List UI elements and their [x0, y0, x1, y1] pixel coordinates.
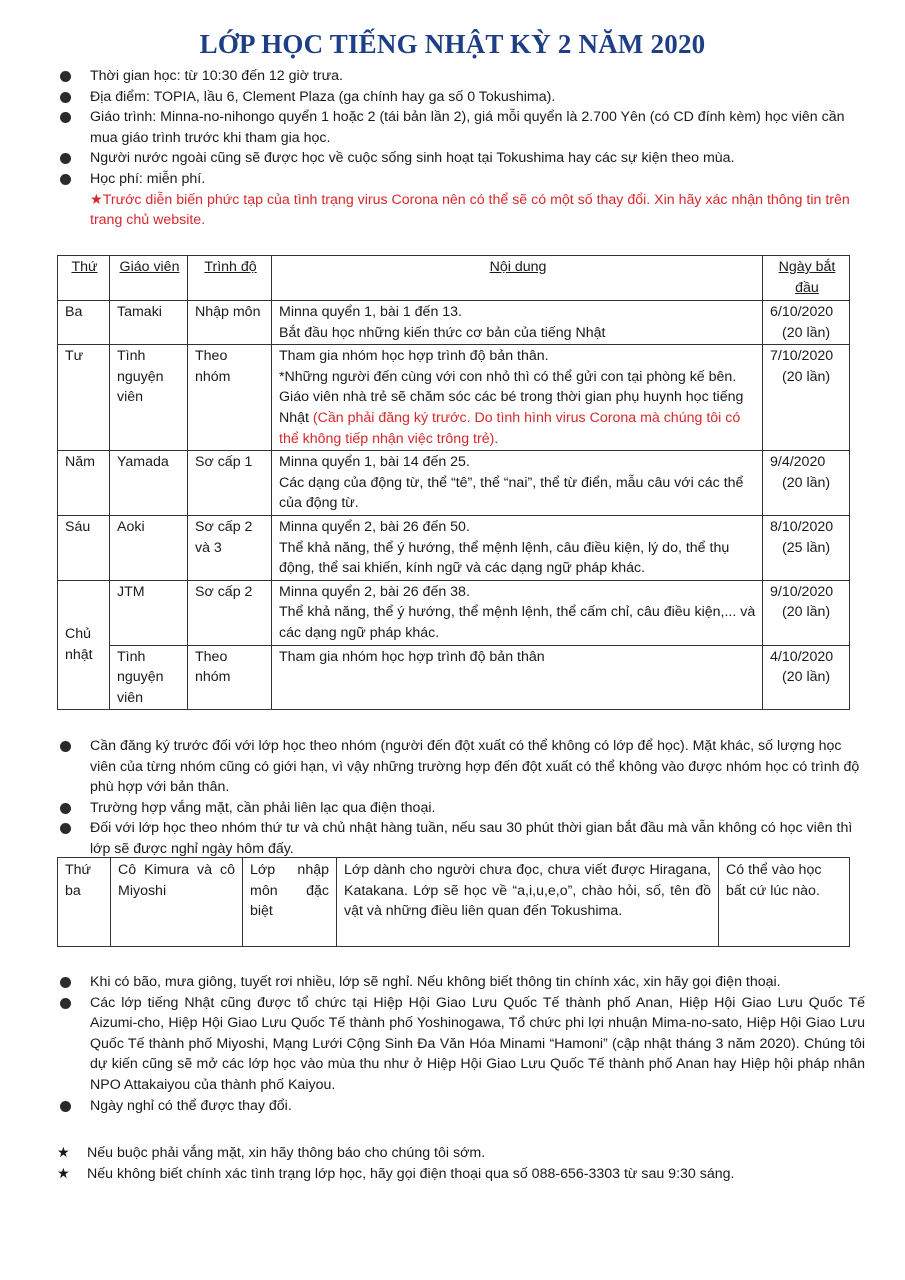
cell-join: Có thể vào học bất cứ lúc nào.	[719, 858, 850, 947]
childcare-warning: (Cần phải đăng ký trước. Do tình hình virus Corona mà chúng tôi có thể không tiếp nhận việc trông trẻ).	[279, 409, 741, 447]
cell-content: Minna quyển 2, bài 26 đến 50. Thể khả năng, thể ý hướng, thể mệnh lệnh, câu điều kiện, lý do, thể thụ động, thể sai khiến, kính ngữ và các dạng ngữ pháp khác.	[272, 515, 763, 580]
cell-start-date: 6/10/2020 (20 lần)	[763, 301, 850, 345]
cell-teacher: Yamada	[110, 451, 188, 516]
list-item-location: Địa điểm: TOPIA, lầu 6, Clement Plaza (ga chính hay ga số 0 Tokushima).	[60, 87, 865, 108]
cell-start-date: 7/10/2020 (20 lần)	[763, 345, 850, 451]
cell-teacher: Aoki	[110, 515, 188, 580]
cell-content: Minna quyển 1, bài 14 đến 25. Các dạng của động từ, thể “tê”, thể “nai”, thể từ điển, mẫu câu với các thể của động từ.	[272, 451, 763, 516]
header-start-date: Ngày bắt đầu	[763, 256, 850, 301]
list-item-registration: Cần đăng ký trước đối với lớp học theo nhóm (người đến đột xuất có thể không có lớp để học). Mặt khác, số lượng học viên của từng nhóm cũng có giới hạn, vì vậy những trường hợp đến đột xuất có thể không vào được nhóm học có trình độ phù hợp với bản thân.	[60, 736, 865, 798]
intro-list	[60, 66, 865, 231]
cell-start-date: 9/10/2020 (20 lần)	[763, 580, 850, 645]
star-notes	[57, 1143, 865, 1184]
list-item-weather: Khi có bão, mưa giông, tuyết rơi nhiều, lớp sẽ nghỉ. Nếu không biết thông tin chính xác, xin hãy gọi điện thoại.	[60, 972, 865, 993]
cell-day: Thứ ba	[58, 858, 111, 947]
table-row	[58, 515, 850, 580]
table-header-row	[58, 256, 850, 301]
star-icon: ★	[57, 1165, 70, 1182]
star-icon: ★	[57, 1145, 70, 1161]
cell-level: Nhập môn	[188, 301, 272, 345]
cell-level: Theo nhóm	[188, 645, 272, 710]
cell-start-date: 4/10/2020 (20 lần)	[763, 645, 850, 710]
cell-content: Lớp dành cho người chưa đọc, chưa viết được Hiragana, Katakana. Lớp sẽ học về “a,i,u,e,o”, chào hỏi, số, tên đồ vật và những điều liên quan đến Tokushima.	[337, 858, 719, 947]
cell-teacher: Tình nguyện viên	[110, 645, 188, 710]
schedule-table	[57, 255, 850, 710]
header-day: Thứ	[58, 256, 110, 301]
cell-level: Sơ cấp 1	[188, 451, 272, 516]
cell-day: Năm	[58, 451, 110, 516]
cell-teacher: JTM	[110, 580, 188, 645]
table-row	[58, 645, 850, 710]
header-content: Nội dung	[272, 256, 763, 301]
page-title: LỚP HỌC TIẾNG NHẬT KỲ 2 NĂM 2020	[199, 29, 706, 59]
list-item-holidays: Ngày nghỉ có thể được thay đổi.	[60, 1096, 865, 1117]
list-item-absence: Trường hợp vắng mặt, cần phải liên lạc qua điện thoại.	[60, 798, 865, 819]
cell-level: Sơ cấp 2	[188, 580, 272, 645]
table-row	[58, 345, 850, 451]
special-class-table	[57, 857, 850, 947]
cell-day: Tư	[58, 345, 110, 451]
corona-note	[60, 190, 865, 231]
star-icon: ★	[90, 191, 103, 208]
star-note: ★ Nếu buộc phải vắng mặt, xin hãy thông báo cho chúng tôi sớm.	[57, 1143, 865, 1164]
cell-level: Sơ cấp 2 và 3	[188, 515, 272, 580]
star-note: ★ Nếu không biết chính xác tình trạng lớp học, hãy gọi điện thoại qua số 088-656-3303 từ sau 9:30 sáng.	[57, 1164, 865, 1185]
cell-teacher: Tamaki	[110, 301, 188, 345]
list-item-life-topics: Người nước ngoài cũng sẽ được học về cuộc sống sinh hoạt tại Tokushima hay các sự kiện theo mùa.	[60, 148, 865, 169]
cell-level: Theo nhóm	[188, 345, 272, 451]
cell-content: Tham gia nhóm học hợp trình độ bản thân	[272, 645, 763, 710]
cell-content: Minna quyển 1, bài 1 đến 13. Bắt đầu học những kiến thức cơ bản của tiếng Nhật	[272, 301, 763, 345]
table-row	[58, 301, 850, 345]
list-item-cancel-rule: Đối với lớp học theo nhóm thứ tư và chủ nhật hàng tuần, nếu sau 30 phút thời gian bắt đầu mà vẫn không có học viên thì lớp sẽ được nghỉ ngày hôm đấy.	[60, 818, 865, 859]
list-item-time: Thời gian học: từ 10:30 đến 12 giờ trưa.	[60, 66, 865, 87]
table-row	[58, 858, 850, 947]
list-item-fee: Học phí: miễn phí.	[60, 169, 865, 190]
header-level: Trình độ	[188, 256, 272, 301]
table-row	[58, 580, 850, 645]
cell-teacher: Cô Kimura và cô Miyoshi	[111, 858, 243, 947]
cell-start-date: 8/10/2020 (25 lần)	[763, 515, 850, 580]
header-teacher: Giáo viên	[110, 256, 188, 301]
notes-mid-list	[60, 736, 865, 860]
table-row	[58, 451, 850, 516]
notes-bottom-list	[60, 972, 865, 1116]
list-item-textbook: Giáo trình: Minna-no-nihongo quyển 1 hoặc 2 (tái bản lần 2), giá mỗi quyển là 2.700 Yên (có CD đính kèm) học viên cần mua giáo trình trước khi tham gia học.	[60, 107, 865, 148]
list-item-other-venues: Các lớp tiếng Nhật cũng được tổ chức tại Hiệp Hội Giao Lưu Quốc Tế thành phố Anan, Hiệp Hội Giao Lưu Quốc Tế Aizumi-cho, Hiệp Hội Giao Lưu Quốc Tế thành phố Yoshinogawa, Tổ chức phi lợi nhuận Mima-no-sato, Hiệp Hội Giao Lưu Quốc Tế thành phố Miyoshi, Mạng Lưới Cộng Sinh Đa Văn Hóa Minami “Hamoni” (cập nhật tháng 3 năm 2020). Chúng tôi dự kiến cũng sẽ mở các lớp học vào mùa thu như ở Hiệp Hội Giao Lưu Quốc Tế thành phố Anan hay Hiệp hội pháp nhân NPO Attakaiyou của thành phố Kaiyou.	[60, 993, 865, 1096]
cell-level: Lớp nhập môn đặc biệt	[243, 858, 337, 947]
cell-day: Ba	[58, 301, 110, 345]
cell-content: Minna quyển 2, bài 26 đến 38. Thể khả năng, thể ý hướng, thể mệnh lệnh, thể cấm chỉ, câu điều kiện,... và các dạng ngữ pháp khác.	[272, 580, 763, 645]
cell-content: Tham gia nhóm học hợp trình độ bản thân. *Những người đến cùng với con nhỏ thì có thể gửi con tại phòng kế bên. Giáo viên nhà trẻ sẽ chăm sóc các bé trong thời gian phụ huynh học tiếng Nhật (Cần phải đăng ký trước. Do tình hình virus Corona mà chúng tôi có thể không tiếp nhận việc trông trẻ).	[272, 345, 763, 451]
corona-note-text: Trước diễn biến phức tạp của tình trạng virus Corona nên có thể sẽ có một số thay đổi. Xin hãy xác nhận thông tin trên trang chủ website.	[90, 191, 850, 229]
cell-day: Chủ nhật	[58, 580, 110, 710]
cell-day: Sáu	[58, 515, 110, 580]
cell-teacher: Tình nguyện viên	[110, 345, 188, 451]
cell-start-date: 9/4/2020 (20 lần)	[763, 451, 850, 516]
